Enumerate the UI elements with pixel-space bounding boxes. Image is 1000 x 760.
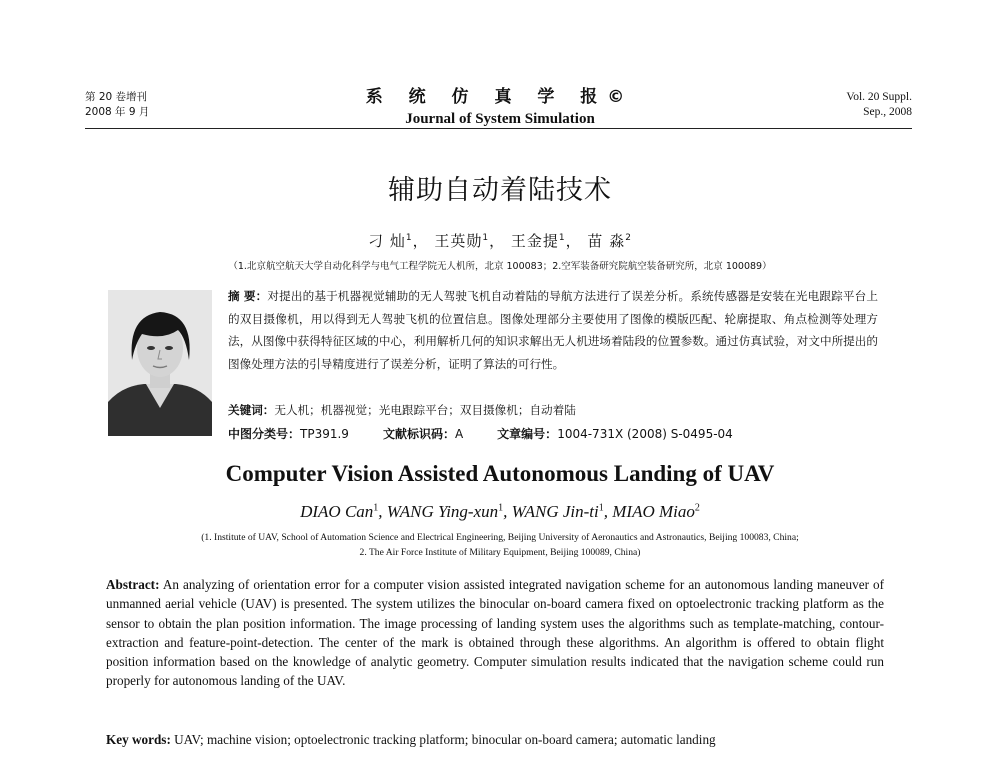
date-cn: 2008 年 9 月	[85, 106, 150, 118]
journal-title-cn: 系 统 仿 真 学 报©	[365, 87, 635, 107]
author-affil-mark: 1	[498, 502, 504, 514]
author-affil-mark: 1	[598, 502, 604, 514]
abstract-cn-text: 对提出的基于机器视觉辅助的无人驾驶飞机自动着陆的导航方法进行了误差分析。系统传感器是安装在光电跟踪平台上的双目摄像机，用以得到无人驾驶飞机的位置信息。图像处理部分主要使用了图像的模版匹配、轮廓提取、角点检测等处理方法，从图像中获得特征区域的中心，利用解析几何的知识求解出无人机进场着陆段的位置参数。通过仿真试验，对文中所提出的图像处理方法的引导精度进行了误差分析，证明了算法的可行性。	[228, 289, 878, 372]
affiliations-en	[0, 530, 1000, 560]
doc-code-label: 文献标识码：	[382, 427, 455, 441]
author-name: 苗 淼	[587, 232, 626, 250]
keywords-cn	[228, 400, 878, 420]
volume-en: Vol. 20 Suppl.	[846, 91, 912, 103]
clc-label: 中图分类号：	[228, 427, 301, 441]
abstract-en	[106, 575, 884, 691]
article-no-label: 文章编号：	[497, 427, 558, 441]
author-affil-mark: 1	[482, 233, 490, 243]
header-rule	[85, 128, 912, 129]
keywords-en	[106, 730, 884, 749]
affiliations-cn: （1.北京航空航天大学自动化科学与电气工程学院无人机所，北京 100083；2.空军装备研究院航空装备研究所，北京 100089）	[228, 261, 772, 272]
abstract-en-text: An analyzing of orientation error for a computer vision assisted integrated navigation scheme for an autonomous landing maneuver of unmanned aerial vehicle (UAV) is presented. The system utilizes the binocular on-board camera fixed on optoelectronic tracking platform as the sensor to obtain the plan position information. The image processing of landing system uses the algorithms such as template-matching, contour-extraction and feature-point-detection. The center of the mark is obtained through these algorithms. An algorithm is offered to obtain flight position information based on the knowledge of analytic geometry. Computer simulation results indicated that the navigation scheme could run properly for autonomous landing of the UAV.	[106, 577, 885, 689]
article-no-value: 1004-731X (2008) S-0495-04	[557, 427, 733, 441]
paper-title-cn: 辅助自动着陆技术	[388, 175, 612, 206]
clc-value: TP391.9	[300, 427, 349, 441]
author-name: WANG Ying-xun	[386, 502, 499, 521]
keywords-cn-label: 关键词：	[228, 403, 275, 417]
abstract-cn-label: 摘 要：	[228, 289, 268, 303]
keywords-cn-text: 无人机；机器视觉；光电跟踪平台；双目摄像机；自动着陆	[274, 403, 576, 417]
volume-cn: 第 20 卷增刊	[85, 91, 148, 103]
author-name: MIAO Miao	[612, 502, 695, 521]
header-right	[846, 90, 912, 120]
author-affil-mark: 2	[625, 233, 632, 243]
abstract-en-label: Abstract:	[106, 577, 160, 592]
keywords-en-text: UAV; machine vision; optoelectronic tracking platform; binocular on-board camera; automatic landing	[174, 732, 716, 747]
keywords-en-label: Key words:	[106, 732, 171, 747]
author-photo	[108, 290, 212, 436]
author-affil-mark: 1	[405, 233, 413, 243]
author-affil-mark: 2	[694, 502, 700, 514]
author-name: WANG Jin-ti	[511, 502, 599, 521]
journal-title-en: Journal of System Simulation	[405, 111, 595, 127]
author-photo-image	[108, 290, 212, 436]
date-en: Sep., 2008	[863, 106, 912, 118]
classification-row	[228, 424, 878, 444]
author-name: 王金提	[510, 232, 559, 250]
abstract-cn	[228, 285, 878, 376]
author-name: 刁 灿	[368, 232, 406, 250]
author-name: 王英勋	[434, 232, 483, 250]
authors-en: DIAO Can$^1$, WANG Ying-xun$^1$, WANG Jin-$ti^1$, MIAO Miao$^2$	[300, 502, 700, 521]
affiliation-en-2: 2. The Air Force Institute of Military Equipment, Beijing 100089, China)	[359, 547, 641, 558]
author-affil-mark: 1	[558, 233, 566, 243]
authors-cn: 刁 灿$^1$， 王英勋$^1$， 王金提$^1$， 苗 淼$^2$	[368, 232, 632, 250]
author-affil-mark: 1	[373, 502, 379, 514]
doc-code-value: A	[454, 427, 464, 441]
paper-title-en: Computer Vision Assisted Autonomous Landing of UAV	[225, 461, 775, 486]
affiliation-en-1: (1. Institute of UAV, School of Automation Science and Electrical Engineering, Beijing University of Aeronautics and Astronautics, Beijing 100083, China;	[201, 532, 799, 543]
author-name: DIAO Can	[300, 502, 374, 521]
